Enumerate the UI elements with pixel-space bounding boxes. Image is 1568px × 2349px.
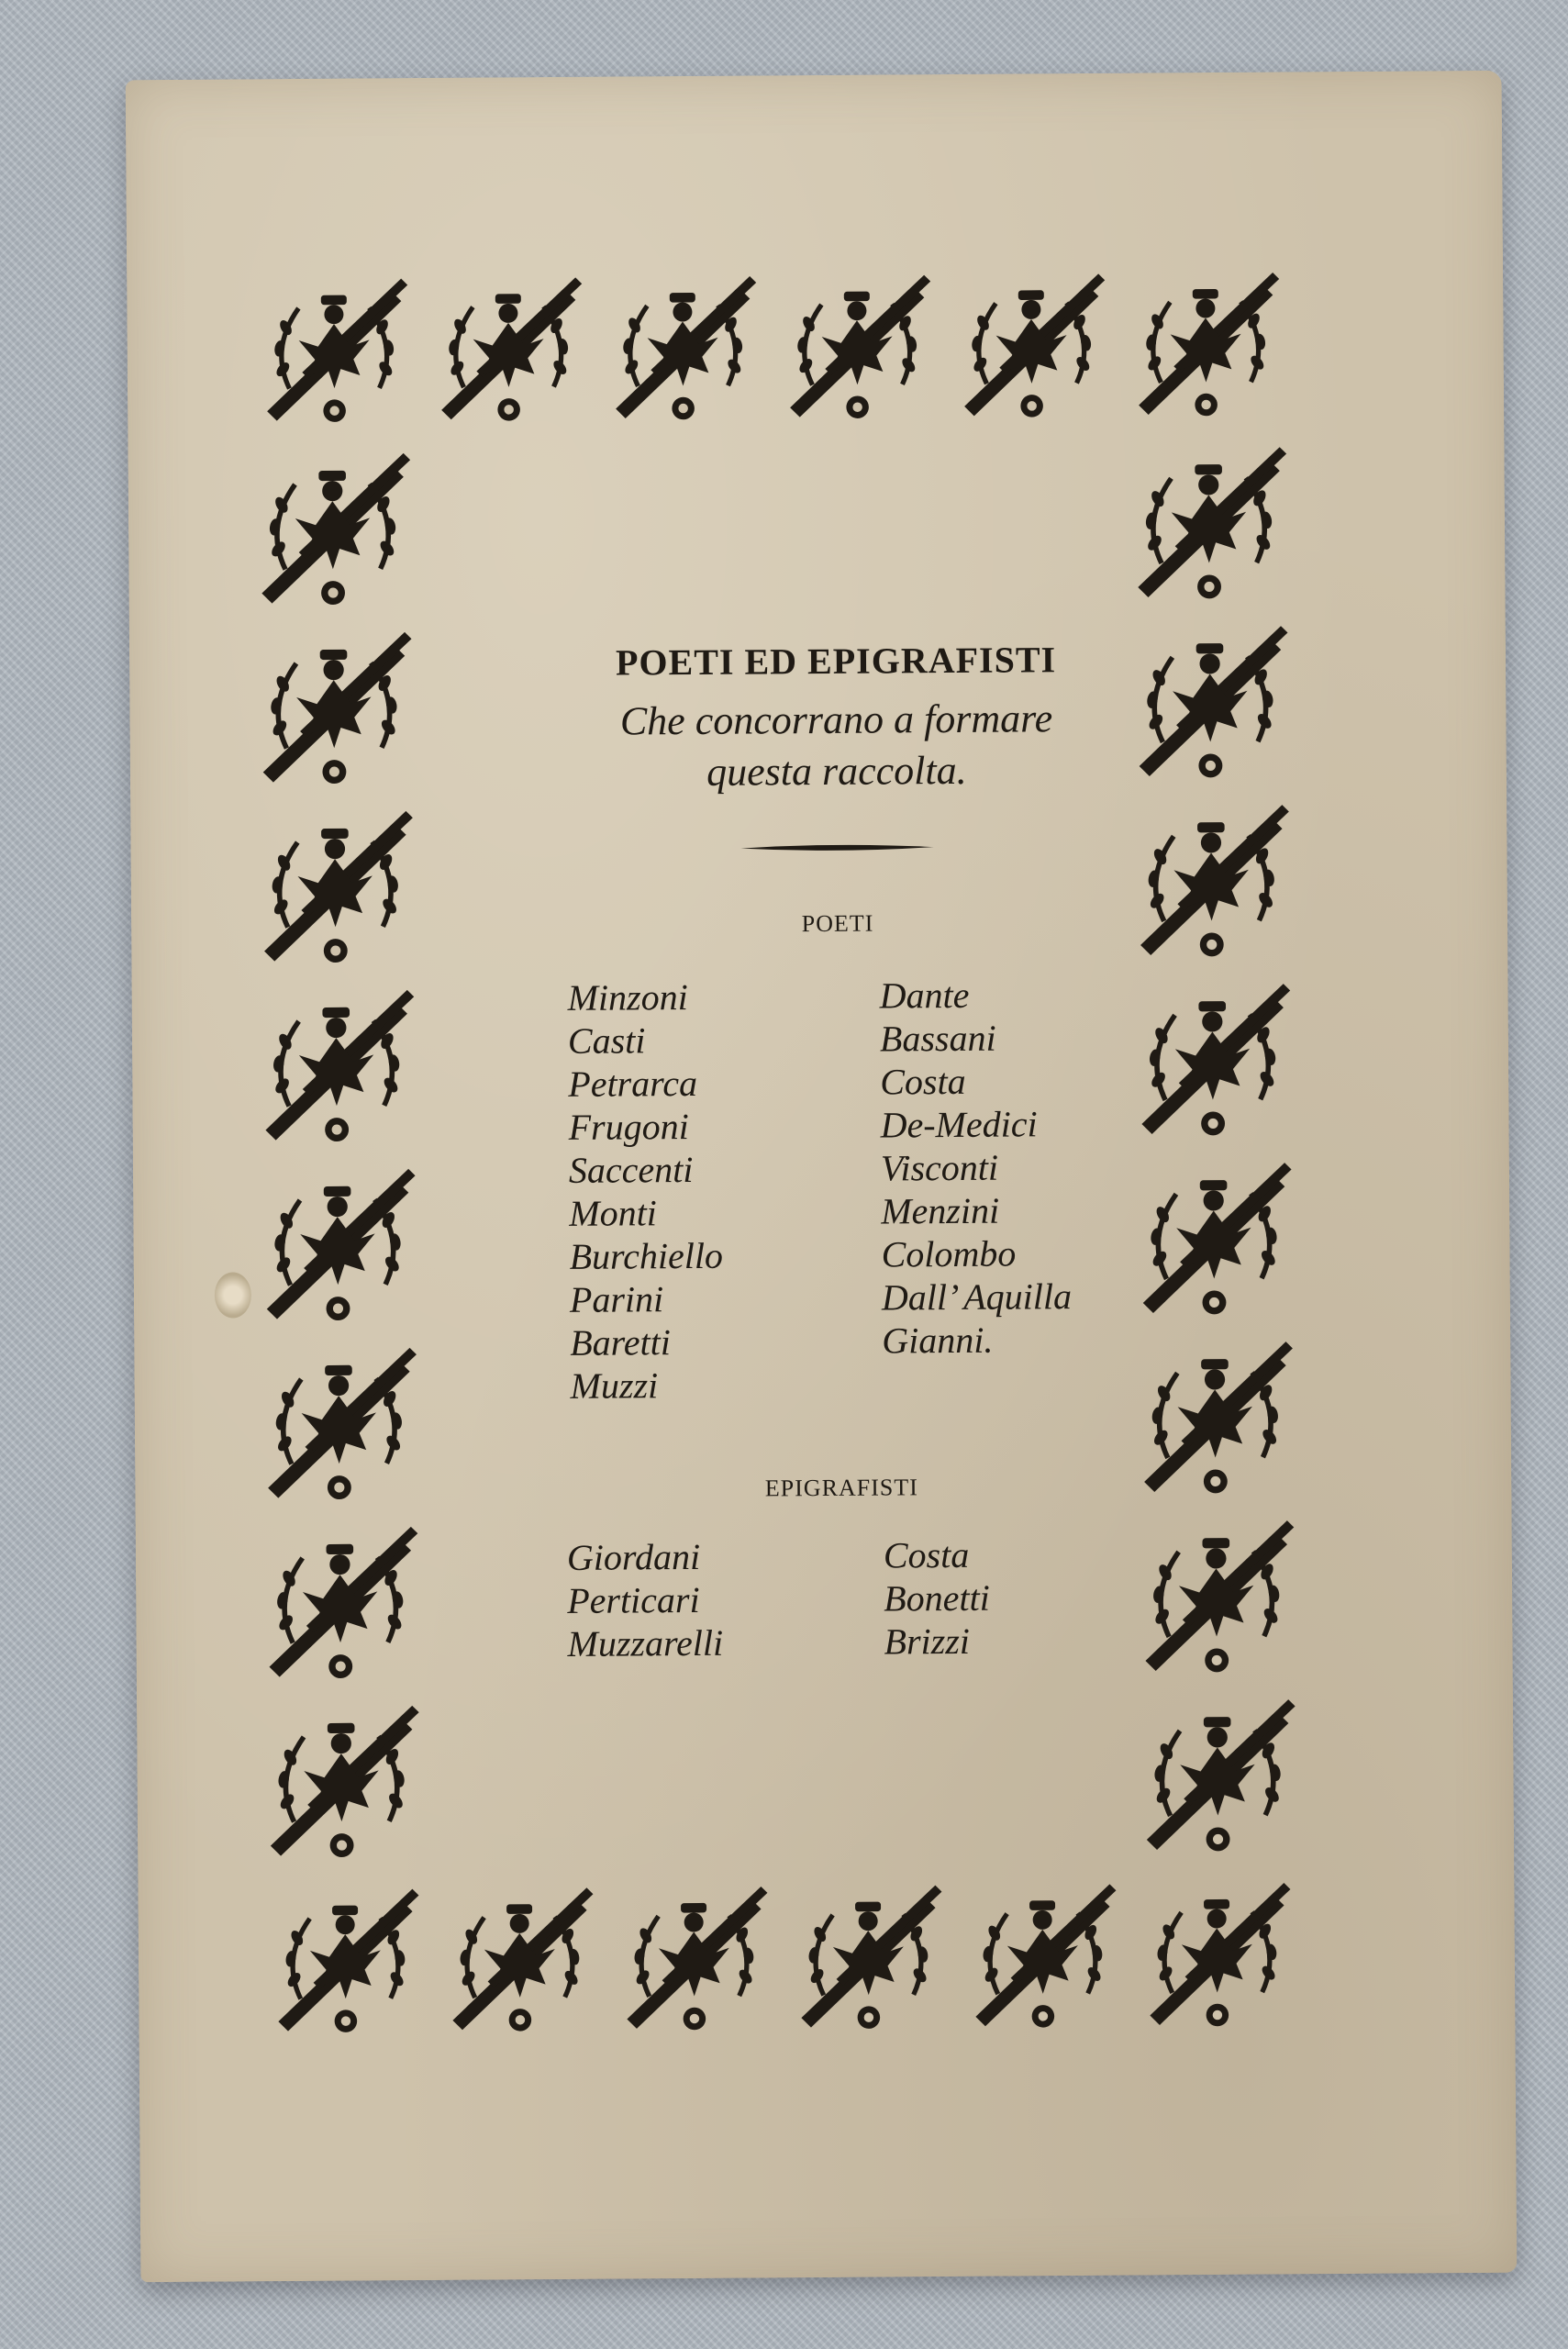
eagle-wreath-ornament-icon bbox=[253, 275, 415, 437]
eagle-wreath-ornament-icon bbox=[256, 1702, 427, 1873]
poet-name: Bassani bbox=[879, 1017, 996, 1060]
poet-name: Saccenti bbox=[568, 1148, 694, 1191]
poet-name: Burchiello bbox=[569, 1234, 724, 1277]
text-block bbox=[560, 564, 1119, 1944]
epigraphist-name: Bonetti bbox=[884, 1576, 990, 1620]
eagle-wreath-ornament-icon bbox=[252, 1165, 423, 1336]
poeti-left-column bbox=[567, 975, 724, 1408]
eagle-wreath-ornament-icon bbox=[1123, 443, 1294, 614]
epigraphist-name: Brizzi bbox=[884, 1620, 971, 1663]
eagle-wreath-ornament-icon bbox=[602, 273, 763, 434]
poet-name: Costa bbox=[880, 1060, 966, 1103]
eagle-wreath-ornament-icon bbox=[251, 986, 422, 1157]
eagle-wreath-ornament-icon bbox=[1136, 1879, 1297, 2041]
eagle-wreath-ornament-icon bbox=[951, 271, 1112, 432]
poet-name: Visconti bbox=[880, 1146, 999, 1189]
poet-name: Menzini bbox=[881, 1189, 1000, 1232]
eagle-wreath-ornament-icon bbox=[428, 274, 589, 436]
leaflet-page bbox=[126, 71, 1518, 2282]
eagle-wreath-ornament-icon bbox=[1131, 1517, 1302, 1687]
poet-name: Casti bbox=[567, 1019, 646, 1062]
ornamental-border-frame bbox=[246, 269, 1304, 2047]
eagle-wreath-ornament-icon bbox=[264, 1886, 426, 2047]
subtitle-line-2: questa raccolta. bbox=[706, 747, 967, 795]
eagle-wreath-ornament-icon bbox=[255, 1523, 426, 1694]
epigraphist-name: Perticari bbox=[567, 1578, 700, 1621]
epigrafisti-heading: EPIGRAFISTI bbox=[764, 1474, 918, 1502]
eagle-wreath-ornament-icon bbox=[1132, 1696, 1303, 1866]
eagle-wreath-ornament-icon bbox=[1129, 1159, 1299, 1330]
eagle-wreath-ornament-icon bbox=[1126, 801, 1296, 972]
epigrafisti-left-column bbox=[567, 1535, 724, 1665]
poet-name: De-Medici bbox=[880, 1103, 1038, 1146]
eagle-wreath-ornament-icon bbox=[253, 1344, 424, 1515]
eagle-wreath-ornament-icon bbox=[776, 272, 938, 433]
eagle-wreath-ornament-icon bbox=[1125, 269, 1286, 430]
eagle-wreath-ornament-icon bbox=[1128, 980, 1298, 1151]
poeti-heading: POETI bbox=[801, 909, 874, 938]
poet-name: Dante bbox=[879, 974, 970, 1017]
poet-name: Frugoni bbox=[568, 1106, 689, 1148]
poeti-right-column bbox=[879, 973, 1072, 1362]
poet-name: Dall’ Aquilla bbox=[881, 1275, 1073, 1319]
eagle-wreath-ornament-icon bbox=[249, 629, 419, 799]
epigraphist-name: Costa bbox=[883, 1533, 970, 1576]
poet-name: Parini bbox=[569, 1278, 664, 1320]
poet-name: Gianni. bbox=[882, 1319, 994, 1362]
eagle-wreath-ornament-icon bbox=[1125, 622, 1296, 793]
eagle-wreath-ornament-icon bbox=[250, 807, 420, 978]
poet-name: Colombo bbox=[881, 1232, 1017, 1275]
poet-name: Baretti bbox=[570, 1321, 672, 1364]
eagle-wreath-ornament-icon bbox=[1129, 1338, 1300, 1508]
epigrafisti-right-column bbox=[884, 1533, 991, 1664]
epigraphist-name: Giordani bbox=[566, 1535, 701, 1578]
binding-thread bbox=[215, 1272, 251, 1318]
poet-name: Petrarca bbox=[568, 1062, 698, 1105]
poet-name: Monti bbox=[569, 1192, 657, 1234]
border-top bbox=[246, 269, 1292, 276]
epigraphist-name: Muzzarelli bbox=[567, 1621, 724, 1664]
subtitle-line-1: Che concorrano a formare bbox=[619, 696, 1053, 744]
page-title: POETI ED EPIGRAFISTI bbox=[615, 639, 1057, 684]
eagle-wreath-ornament-icon bbox=[247, 450, 417, 620]
poet-name: Muzzi bbox=[570, 1364, 659, 1407]
ornamental-rule bbox=[740, 842, 933, 852]
poet-name: Minzoni bbox=[567, 976, 688, 1019]
